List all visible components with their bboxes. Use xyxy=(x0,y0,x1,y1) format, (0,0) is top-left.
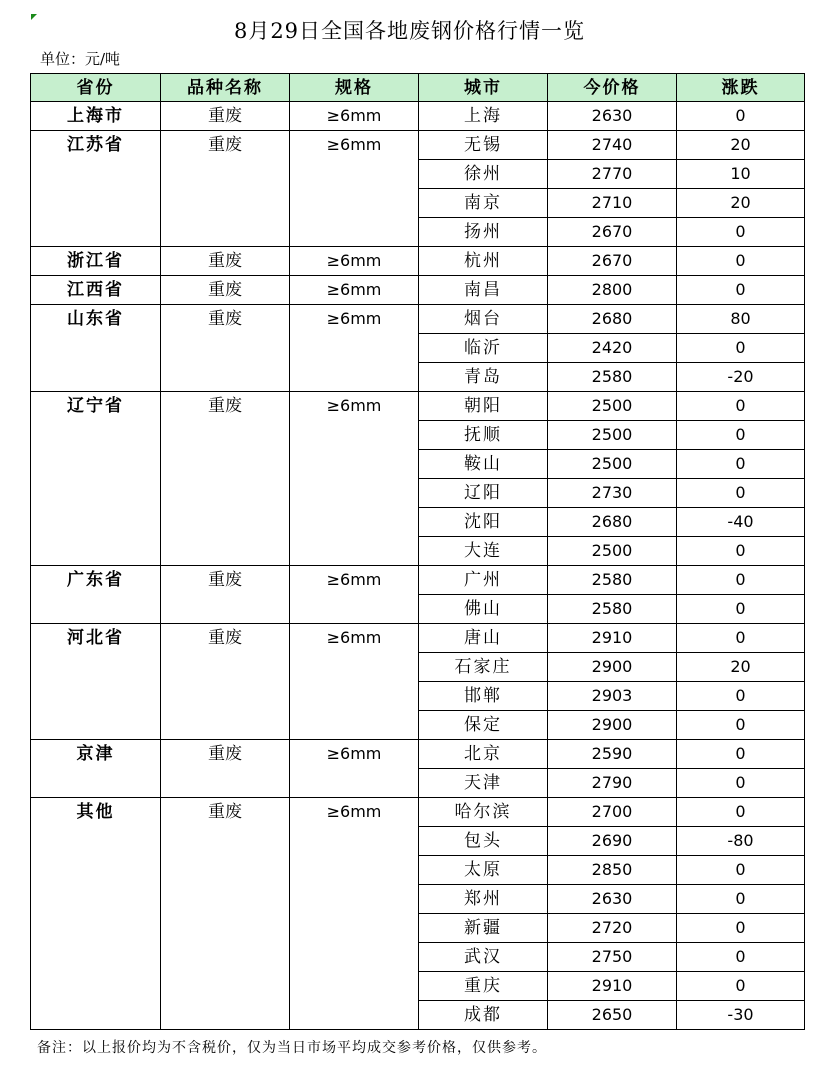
header-spec: 规格 xyxy=(290,74,419,102)
change-cell: 0 xyxy=(677,595,805,624)
city-cell: 杭州 xyxy=(419,247,548,276)
kind-cell: 重废 xyxy=(161,102,290,131)
unit-label: 单位：元/吨 xyxy=(40,50,121,68)
city-cell: 北京 xyxy=(419,740,548,769)
city-cell: 鞍山 xyxy=(419,450,548,479)
province-cell: 其他 xyxy=(31,798,161,1030)
city-cell: 朝阳 xyxy=(419,392,548,421)
city-cell: 唐山 xyxy=(419,624,548,653)
header-city: 城市 xyxy=(419,74,548,102)
price-cell: 2770 xyxy=(548,160,677,189)
price-cell: 2580 xyxy=(548,595,677,624)
city-cell: 无锡 xyxy=(419,131,548,160)
table-header-row xyxy=(31,74,805,102)
change-cell: 0 xyxy=(677,682,805,711)
price-cell: 2730 xyxy=(548,479,677,508)
province-cell: 广东省 xyxy=(31,566,161,624)
spec-cell: ≥6mm xyxy=(290,392,419,566)
change-cell: -80 xyxy=(677,827,805,856)
kind-cell: 重废 xyxy=(161,131,290,247)
spec-cell: ≥6mm xyxy=(290,305,419,392)
price-cell: 2680 xyxy=(548,508,677,537)
footnote: 备注：以上报价均为不含税价，仅为当日市场平均成交参考价格，仅供参考。 xyxy=(37,1040,547,1056)
spec-cell: ≥6mm xyxy=(290,798,419,1030)
change-cell: 0 xyxy=(677,914,805,943)
change-cell: 0 xyxy=(677,276,805,305)
table-row xyxy=(31,247,805,276)
kind-cell: 重废 xyxy=(161,247,290,276)
price-cell: 2710 xyxy=(548,189,677,218)
price-cell: 2910 xyxy=(548,972,677,1001)
change-cell: -20 xyxy=(677,363,805,392)
kind-cell: 重废 xyxy=(161,305,290,392)
table-row xyxy=(31,740,805,769)
city-cell: 佛山 xyxy=(419,595,548,624)
spec-cell: ≥6mm xyxy=(290,276,419,305)
change-cell: 0 xyxy=(677,566,805,595)
table-row xyxy=(31,566,805,595)
kind-cell: 重废 xyxy=(161,276,290,305)
table-row xyxy=(31,798,805,827)
kind-cell: 重废 xyxy=(161,566,290,624)
province-cell: 江西省 xyxy=(31,276,161,305)
header-kind: 品种名称 xyxy=(161,74,290,102)
price-cell: 2580 xyxy=(548,363,677,392)
change-cell: 0 xyxy=(677,885,805,914)
city-cell: 邯郸 xyxy=(419,682,548,711)
price-cell: 2580 xyxy=(548,566,677,595)
price-cell: 2500 xyxy=(548,450,677,479)
change-cell: 0 xyxy=(677,856,805,885)
table-row xyxy=(31,276,805,305)
spec-cell: ≥6mm xyxy=(290,740,419,798)
city-cell: 石家庄 xyxy=(419,653,548,682)
price-cell: 2650 xyxy=(548,1001,677,1030)
province-cell: 辽宁省 xyxy=(31,392,161,566)
change-cell: 0 xyxy=(677,943,805,972)
price-table xyxy=(30,73,805,1030)
change-cell: 20 xyxy=(677,131,805,160)
spec-cell: ≥6mm xyxy=(290,102,419,131)
spec-cell: ≥6mm xyxy=(290,247,419,276)
city-cell: 烟台 xyxy=(419,305,548,334)
table-row xyxy=(31,102,805,131)
price-cell: 2630 xyxy=(548,885,677,914)
price-cell: 2740 xyxy=(548,131,677,160)
city-cell: 辽阳 xyxy=(419,479,548,508)
change-cell: 0 xyxy=(677,537,805,566)
kind-cell: 重废 xyxy=(161,740,290,798)
price-cell: 2900 xyxy=(548,653,677,682)
spec-cell: ≥6mm xyxy=(290,131,419,247)
city-cell: 南昌 xyxy=(419,276,548,305)
header-price: 今价格 xyxy=(548,74,677,102)
city-cell: 武汉 xyxy=(419,943,548,972)
city-cell: 大连 xyxy=(419,537,548,566)
change-cell: 0 xyxy=(677,711,805,740)
price-cell: 2900 xyxy=(548,711,677,740)
city-cell: 沈阳 xyxy=(419,508,548,537)
city-cell: 哈尔滨 xyxy=(419,798,548,827)
price-cell: 2750 xyxy=(548,943,677,972)
change-cell: 80 xyxy=(677,305,805,334)
city-cell: 抚顺 xyxy=(419,421,548,450)
price-cell: 2800 xyxy=(548,276,677,305)
city-cell: 成都 xyxy=(419,1001,548,1030)
kind-cell: 重废 xyxy=(161,392,290,566)
price-cell: 2700 xyxy=(548,798,677,827)
city-cell: 保定 xyxy=(419,711,548,740)
city-cell: 重庆 xyxy=(419,972,548,1001)
change-cell: 0 xyxy=(677,392,805,421)
city-cell: 郑州 xyxy=(419,885,548,914)
price-cell: 2680 xyxy=(548,305,677,334)
change-cell: 0 xyxy=(677,421,805,450)
city-cell: 太原 xyxy=(419,856,548,885)
province-cell: 山东省 xyxy=(31,305,161,392)
city-cell: 天津 xyxy=(419,769,548,798)
change-cell: 0 xyxy=(677,450,805,479)
kind-cell: 重废 xyxy=(161,798,290,1030)
price-cell: 2670 xyxy=(548,218,677,247)
city-cell: 广州 xyxy=(419,566,548,595)
change-cell: 0 xyxy=(677,798,805,827)
table-row xyxy=(31,392,805,421)
city-cell: 包头 xyxy=(419,827,548,856)
spec-cell: ≥6mm xyxy=(290,624,419,740)
price-cell: 2630 xyxy=(548,102,677,131)
change-cell: 0 xyxy=(677,247,805,276)
kind-cell: 重废 xyxy=(161,624,290,740)
province-cell: 浙江省 xyxy=(31,247,161,276)
change-cell: 0 xyxy=(677,334,805,363)
price-cell: 2790 xyxy=(548,769,677,798)
price-cell: 2500 xyxy=(548,537,677,566)
city-cell: 青岛 xyxy=(419,363,548,392)
change-cell: 0 xyxy=(677,102,805,131)
province-cell: 河北省 xyxy=(31,624,161,740)
table-row xyxy=(31,624,805,653)
change-cell: 0 xyxy=(677,624,805,653)
price-cell: 2500 xyxy=(548,392,677,421)
change-cell: 10 xyxy=(677,160,805,189)
change-cell: 0 xyxy=(677,740,805,769)
change-cell: -30 xyxy=(677,1001,805,1030)
price-cell: 2910 xyxy=(548,624,677,653)
city-cell: 徐州 xyxy=(419,160,548,189)
spec-cell: ≥6mm xyxy=(290,566,419,624)
price-cell: 2420 xyxy=(548,334,677,363)
city-cell: 上海 xyxy=(419,102,548,131)
change-cell: 20 xyxy=(677,653,805,682)
table-row xyxy=(31,131,805,160)
price-cell: 2720 xyxy=(548,914,677,943)
table-body xyxy=(31,102,805,1030)
table-row xyxy=(31,305,805,334)
price-cell: 2903 xyxy=(548,682,677,711)
page-title: 8月29日全国各地废钢价格行情一览 xyxy=(233,19,586,43)
city-cell: 新疆 xyxy=(419,914,548,943)
price-cell: 2690 xyxy=(548,827,677,856)
city-cell: 扬州 xyxy=(419,218,548,247)
change-cell: 20 xyxy=(677,189,805,218)
change-cell: 0 xyxy=(677,218,805,247)
price-cell: 2500 xyxy=(548,421,677,450)
city-cell: 南京 xyxy=(419,189,548,218)
price-cell: 2850 xyxy=(548,856,677,885)
change-cell: 0 xyxy=(677,972,805,1001)
price-cell: 2670 xyxy=(548,247,677,276)
change-cell: -40 xyxy=(677,508,805,537)
header-change: 涨跌 xyxy=(677,74,805,102)
price-cell: 2590 xyxy=(548,740,677,769)
province-cell: 京津 xyxy=(31,740,161,798)
city-cell: 临沂 xyxy=(419,334,548,363)
change-cell: 0 xyxy=(677,479,805,508)
province-cell: 上海市 xyxy=(31,102,161,131)
province-cell: 江苏省 xyxy=(31,131,161,247)
change-cell: 0 xyxy=(677,769,805,798)
header-province: 省份 xyxy=(31,74,161,102)
